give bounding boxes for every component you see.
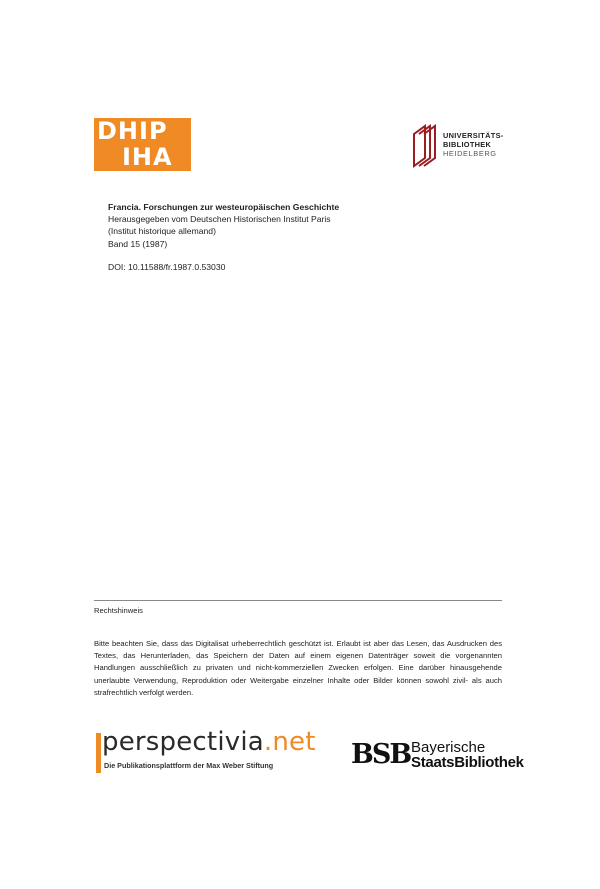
legal-heading: Rechtshinweis (94, 606, 143, 615)
dhip-iha-logo (94, 118, 191, 171)
perspectivia-logo (94, 727, 324, 776)
bsb-line2: StaatsBibliothek (411, 754, 524, 771)
perspectivia-name-main: perspectivia (102, 727, 264, 757)
ub-logo-line3: HEIDELBERG (443, 149, 497, 158)
perspectivia-name-net: .net (263, 727, 316, 757)
bsb-line1: Bayerische (411, 739, 486, 756)
doi-line: DOI: 10.11588/fr.1987.0.53030 (108, 261, 226, 272)
ub-logo-line1: UNIVERSITÄTS- (443, 131, 504, 140)
perspectivia-subtitle: Die Publikationsplattform der Max Weber Stiftung (104, 761, 274, 770)
perspectivia-bar-icon (96, 733, 101, 773)
publisher-line: Herausgegeben vom Deutschen Historischen Institut Paris (108, 214, 331, 225)
perspectivia-name (102, 727, 316, 757)
journal-title: Francia. Forschungen zur westeuropäischen Geschichte (108, 202, 340, 212)
bsb-letters: BSB (351, 739, 411, 770)
ub-book-mark-icon (411, 124, 439, 168)
ub-logo-line2: BIBLIOTHEK (443, 140, 492, 149)
citation-block (108, 201, 508, 273)
publisher-french: (Institut historique allemand) (108, 226, 216, 237)
volume-line: Band 15 (1987) (108, 238, 168, 249)
bsb-logo (351, 739, 524, 775)
dhip-logo-line2: IHA (122, 143, 173, 171)
legal-notice-text: Bitte beachten Sie, dass das Digitalisat urheberrechtlich geschützt ist. Erlaubt ist aber das Lesen, das Ausdrucken des Textes, das Herunterladen, das Speichern der Daten auf einem eigenen Datenträger soweit die vorgenannten Handlungen ausschließlich zu privaten und nicht-kommerziellen Zwecken erfolgen. Eine darüber hinausgehende unerlaubte Verwendung, Reproduktion oder Weitergabe einzelner Inhalte oder Bilder können sowohl zivil- als auch strafrechtlich verfolgt werden. (94, 639, 502, 697)
divider (94, 600, 502, 601)
ub-heidelberg-logo (411, 124, 521, 168)
dhip-logo-line1: DHIP (97, 117, 168, 145)
